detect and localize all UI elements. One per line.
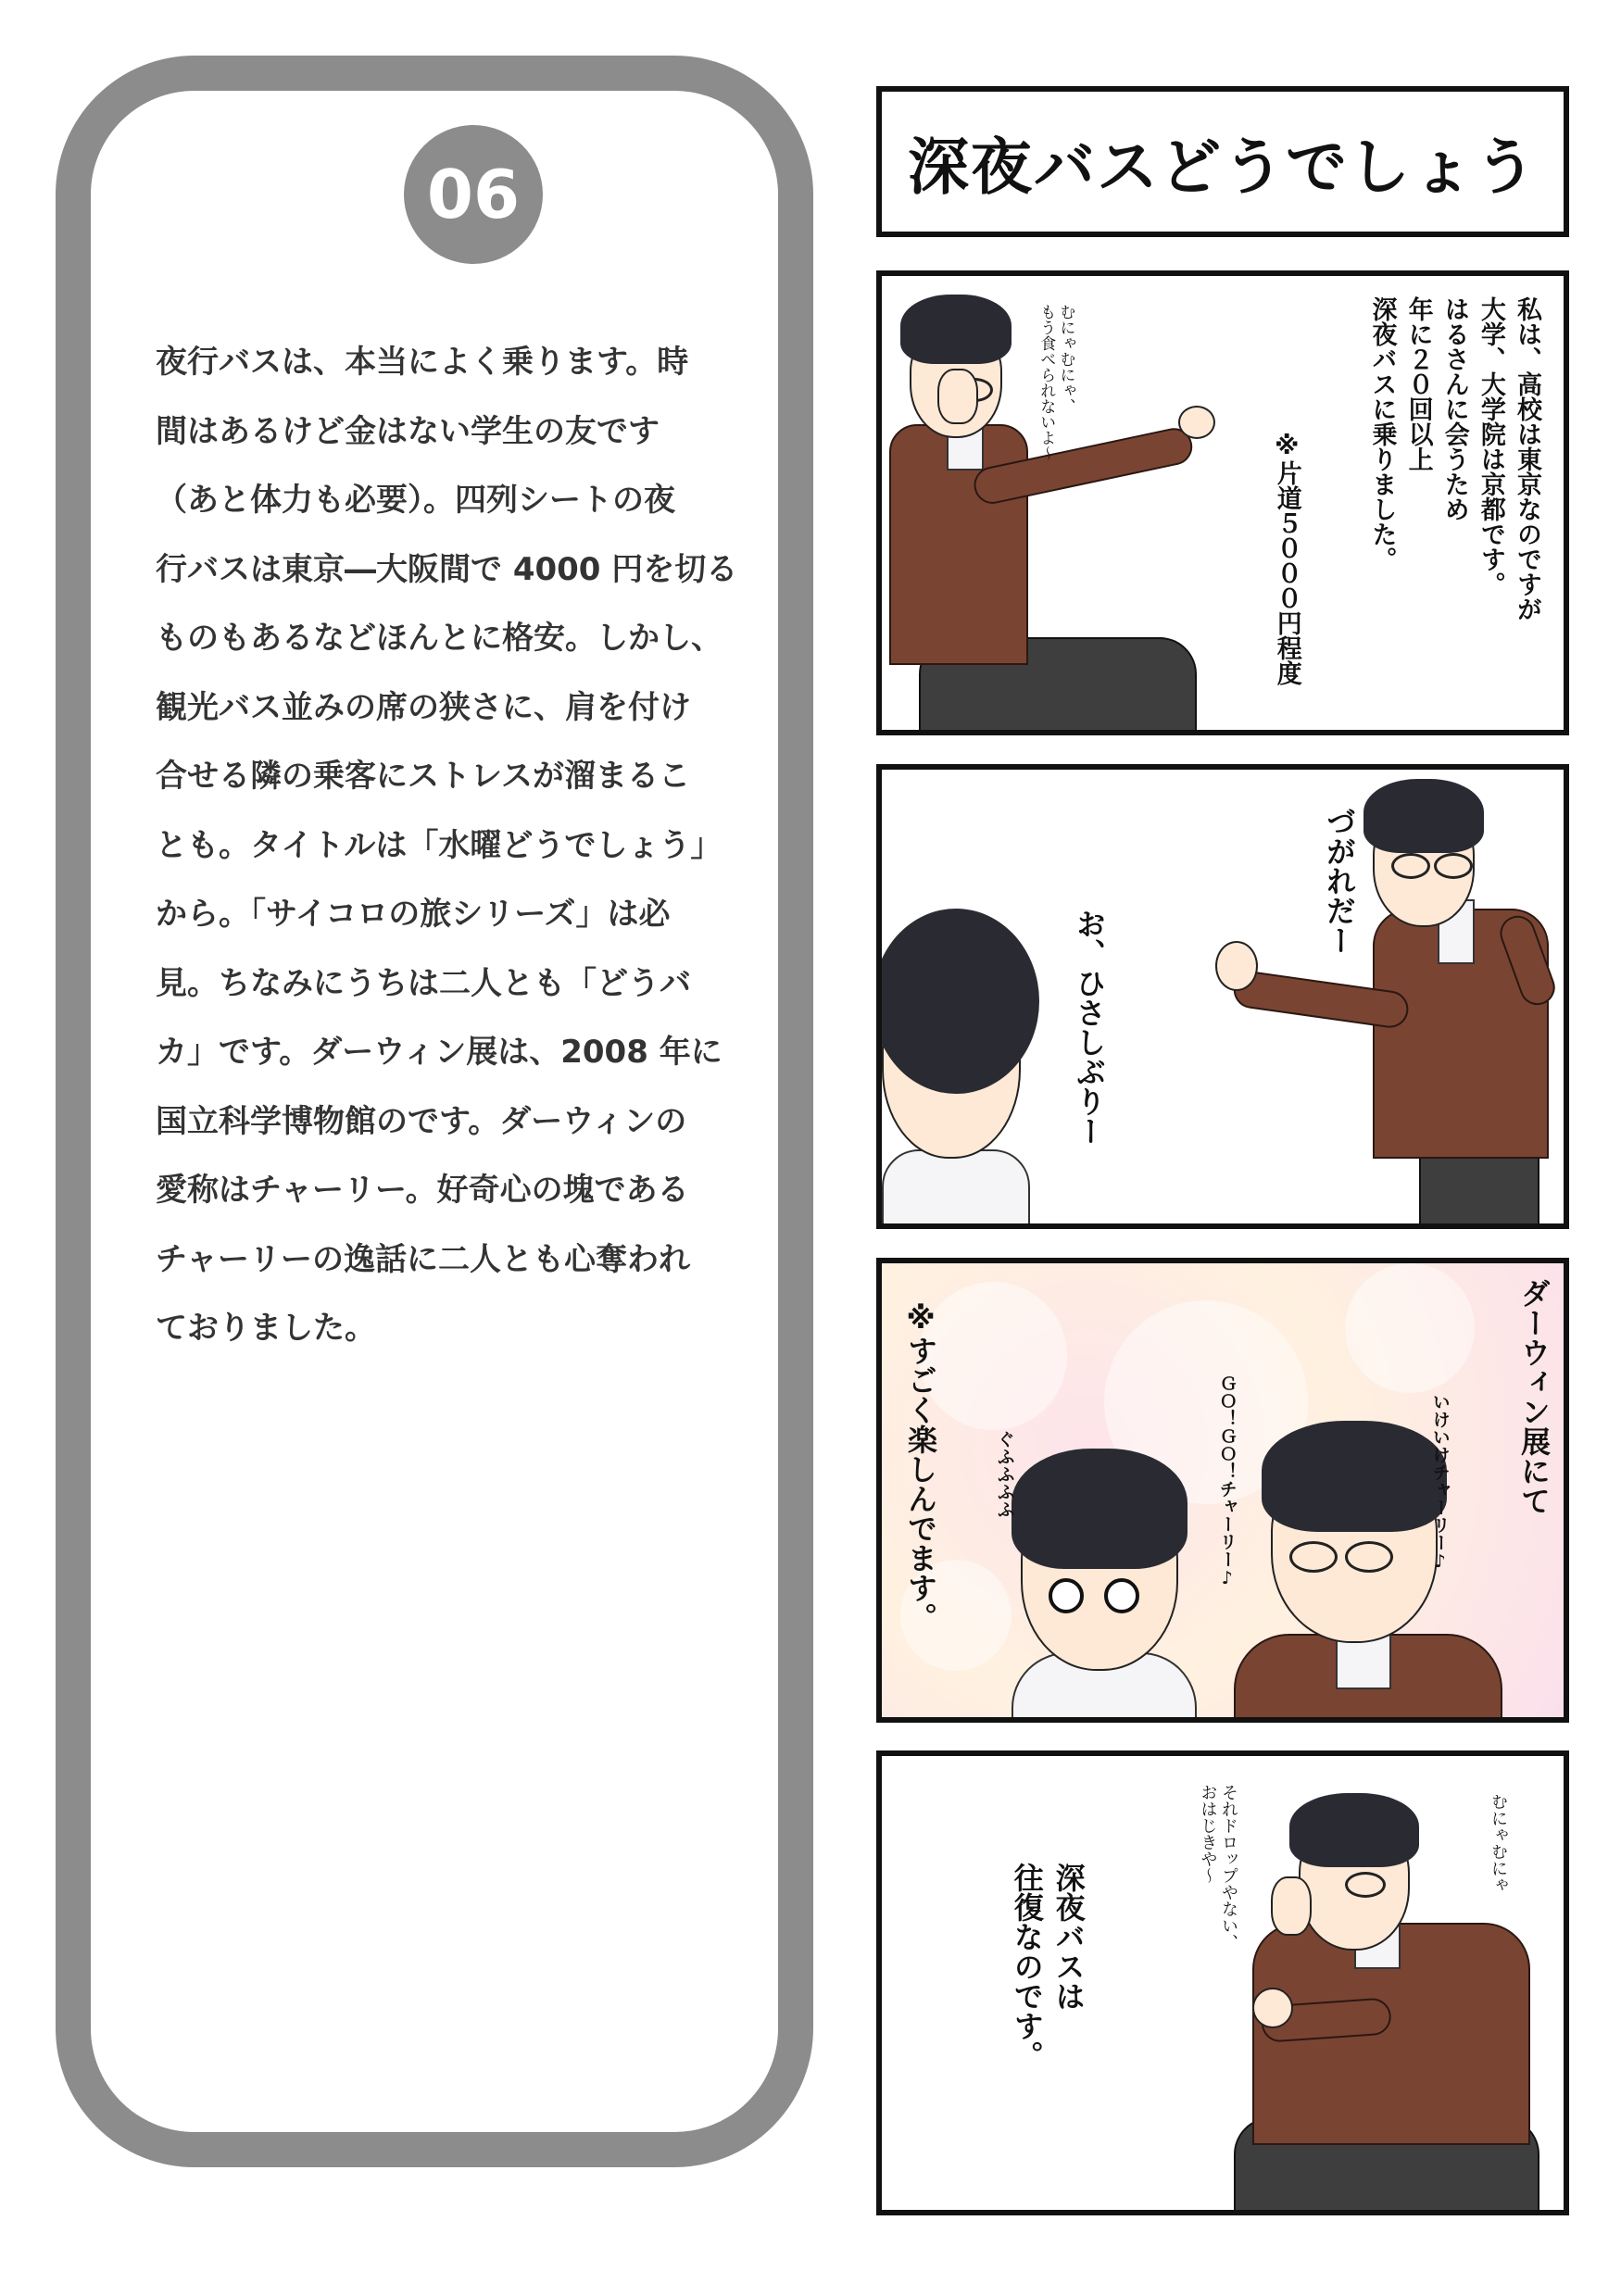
essay-line: チャーリーの逸話に二人とも心奪われ (156, 1240, 690, 1278)
essay-line: とも。タイトルは「水曜どうでしょう」 (156, 826, 723, 864)
essay-line: ておりました。 (156, 1310, 376, 1347)
comic-panel-2 (876, 764, 1569, 1229)
speech-tired: づがれだー (1322, 807, 1357, 955)
dozing-character-figure (1234, 1784, 1569, 2215)
speech-not-a-drop: それドロップやない、 おはじきや～ (1198, 1784, 1238, 1951)
fare-note: ※片道５０００円程度 (1272, 432, 1301, 685)
comic-panel-3 (876, 1258, 1569, 1723)
essay-line: 観光バス並みの席の狭さに、肩を付け (156, 688, 691, 726)
narration-line: 深夜バスに乗りました。 (1367, 296, 1397, 571)
narration-line: 年に２０回以上 (1403, 296, 1433, 471)
narration-panel-1 (1363, 296, 1545, 621)
essay-line: 行バスは東京―大阪間で 4000 円を切る (156, 550, 738, 588)
caption-darwin-exhibition: ダーウィン展にて (1516, 1278, 1552, 1515)
comic-panel-1 (876, 270, 1569, 735)
narration-line: 深夜バスは (1050, 1863, 1087, 2011)
comic-title: 深夜バスどうでしょう (908, 132, 1538, 203)
essay-line: 愛称はチャーリー。好奇心の塊である (156, 1172, 689, 1209)
speech-go-charlie-1: いけいけチャーリー♪ (1429, 1393, 1451, 1572)
narration-line: 往復なのです。 (1009, 1863, 1045, 2070)
essay-line: 合せる隣の乗客にストレスが溜まるこ (156, 758, 690, 795)
enjoying-note: ※すごく楽しんでます。 (903, 1300, 938, 1632)
comic-title-box (876, 86, 1569, 237)
essay-line: から。「サイコロの旅シリーズ」は必 (156, 896, 671, 933)
narration-line: はるさんに会うため (1439, 296, 1469, 521)
comic-panel-4 (876, 1750, 1569, 2215)
speech-giggle: ぐふふふふ (994, 1430, 1015, 1518)
essay-line: 見。ちなみにうちは二人とも「どうバ (156, 964, 691, 1002)
narration-line: 私は、高校は東京なのですが (1513, 296, 1541, 621)
laughing-character-figure (1012, 1449, 1234, 1723)
essay-line: ものもあるなどほんとに格安。しかし、 (156, 620, 723, 657)
essay-line: 夜行バスは、本当によく乗ります。時 (156, 344, 689, 381)
episode-number-badge: 06 (404, 125, 543, 264)
cheering-character-figure (1234, 1402, 1512, 1723)
essay-line: （あと体力も必要）。四列シートの夜 (156, 482, 675, 519)
friend-character-figure (882, 909, 1067, 1229)
speech-go-charlie-2: ＧＯ！ＧＯ！チャーリー♪ (1216, 1374, 1238, 1588)
essay-line: 間はあるけど金はない学生の友です (156, 412, 660, 450)
speech-sleep-talk: むにゃむにゃ、 もう食べられないよ～ (1037, 304, 1075, 461)
speech-greeting: お、ひさしぶりー (1072, 909, 1107, 1146)
tired-character-figure (1197, 770, 1569, 1229)
narration-round-trip (1006, 1863, 1089, 2070)
speech-mumble: むにゃむにゃ (1489, 1793, 1508, 1893)
narration-line: 大学、大学院は京都です。 (1476, 296, 1505, 596)
essay-line: 国立科学博物館のです。ダーウィンの (156, 1102, 687, 1140)
essay-line: カ」です。ダーウィン展は、2008 年に (156, 1034, 723, 1071)
essay-text (156, 328, 767, 1363)
